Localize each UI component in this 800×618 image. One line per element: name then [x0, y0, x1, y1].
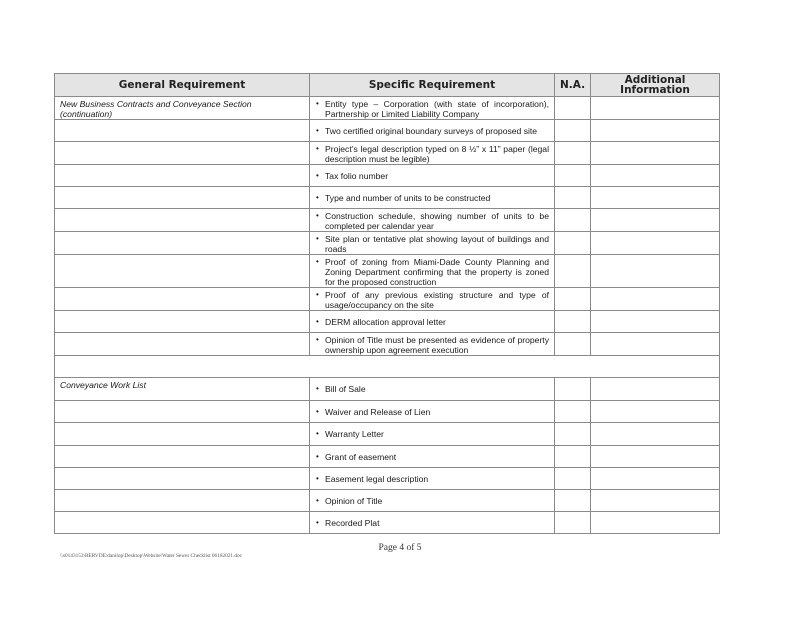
specific-requirement-text: Bill of Sale [325, 384, 366, 394]
table-body [55, 97, 720, 534]
table-row [55, 446, 720, 468]
na-cell[interactable] [555, 446, 591, 468]
specific-requirement-text: DERM allocation approval letter [325, 317, 446, 327]
bullet-item [316, 126, 549, 136]
additional-information-cell[interactable] [591, 446, 720, 468]
general-requirement-cell [55, 120, 310, 142]
general-requirement-cell [55, 512, 310, 534]
header-general-requirement: General Requirement [55, 74, 310, 97]
specific-requirement-text: Waiver and Release of Lien [325, 407, 431, 417]
specific-requirement-cell [310, 120, 555, 142]
specific-requirement-text: Grant of easement [325, 452, 397, 462]
general-requirement-cell [55, 187, 310, 209]
specific-requirement-cell [310, 288, 555, 311]
additional-information-cell[interactable] [591, 232, 720, 255]
bullet-icon: • [316, 290, 319, 299]
table-row [55, 401, 720, 423]
bullet-icon: • [316, 335, 319, 344]
table-row [55, 423, 720, 446]
additional-information-cell[interactable] [591, 401, 720, 423]
bullet-icon: • [316, 171, 319, 180]
na-cell[interactable] [555, 423, 591, 446]
additional-information-cell[interactable] [591, 378, 720, 401]
na-cell[interactable] [555, 232, 591, 255]
bullet-icon: • [316, 496, 319, 505]
specific-requirement-text: Proof of any previous existing structure and type of usage/occupancy on the site [325, 290, 549, 310]
bullet-icon: • [316, 407, 319, 416]
specific-requirement-cell [310, 232, 555, 255]
additional-information-cell[interactable] [591, 333, 720, 356]
specific-requirement-cell [310, 97, 555, 120]
table-row [55, 209, 720, 232]
specific-requirement-cell [310, 209, 555, 232]
specific-requirement-cell [310, 423, 555, 446]
bullet-item [316, 474, 549, 484]
bullet-icon: • [316, 257, 319, 266]
na-cell[interactable] [555, 142, 591, 165]
na-cell[interactable] [555, 401, 591, 423]
specific-requirement-text: Recorded Plat [325, 518, 380, 528]
bullet-item [316, 335, 549, 355]
na-cell[interactable] [555, 468, 591, 490]
header-na: N.A. [555, 74, 591, 97]
additional-information-cell[interactable] [591, 165, 720, 187]
specific-requirement-text: Opinion of Title [325, 496, 383, 506]
general-requirement-cell [55, 333, 310, 356]
bullet-icon: • [316, 126, 319, 135]
na-cell[interactable] [555, 120, 591, 142]
specific-requirement-text: Entity type – Corporation (with state of incorporation), Partnership or Limited Liability Company [325, 99, 549, 119]
table-row [55, 288, 720, 311]
specific-requirement-text: Two certified original boundary surveys of proposed site [325, 126, 538, 136]
specific-requirement-cell [310, 378, 555, 401]
bullet-icon: • [316, 429, 319, 438]
bullet-item [316, 257, 549, 287]
additional-information-cell[interactable] [591, 255, 720, 288]
specific-requirement-text: Easement legal description [325, 474, 429, 484]
general-requirement-cell [55, 165, 310, 187]
table-row [55, 120, 720, 142]
table-row [55, 378, 720, 401]
na-cell[interactable] [555, 165, 591, 187]
table-row [55, 490, 720, 512]
specific-requirement-cell [310, 446, 555, 468]
na-cell[interactable] [555, 512, 591, 534]
table-row [55, 187, 720, 209]
bullet-icon: • [316, 193, 319, 202]
requirements-checklist-table [54, 73, 720, 534]
bullet-icon: • [316, 384, 319, 393]
bullet-item [316, 171, 549, 181]
na-cell[interactable] [555, 255, 591, 288]
additional-information-cell[interactable] [591, 468, 720, 490]
na-cell[interactable] [555, 187, 591, 209]
specific-requirement-cell [310, 255, 555, 288]
bullet-item [316, 144, 549, 164]
page-number: Page 4 of 5 [378, 543, 422, 553]
spacer-row [55, 356, 720, 378]
file-path: \\s0143153\RERVDE\danilop\Desktop\Website\Water Sewer Checklist 06182021.doc [60, 553, 243, 559]
bullet-icon: • [316, 474, 319, 483]
general-requirement-cell [55, 401, 310, 423]
bullet-item [316, 211, 549, 231]
specific-requirement-text: Site plan or tentative plat showing layout of buildings and roads [325, 234, 549, 254]
additional-information-cell[interactable] [591, 288, 720, 311]
specific-requirement-text: Warranty Letter [325, 429, 384, 439]
header-additional-information: Additional Information [591, 74, 720, 97]
general-requirement-cell [55, 209, 310, 232]
bullet-item [316, 193, 549, 203]
general-requirement-cell: Conveyance Work List [55, 378, 310, 401]
na-cell[interactable] [555, 209, 591, 232]
bullet-item [316, 496, 549, 506]
na-cell[interactable] [555, 288, 591, 311]
bullet-icon: • [316, 317, 319, 326]
spacer-cell [55, 356, 720, 378]
specific-requirement-text: Opinion of Title must be presented as evidence of property ownership upon agreement execution [325, 335, 549, 355]
table-row [55, 165, 720, 187]
bullet-item [316, 234, 549, 254]
specific-requirement-cell [310, 187, 555, 209]
table-header-row [55, 74, 720, 97]
additional-information-cell[interactable] [591, 512, 720, 534]
additional-information-cell[interactable] [591, 209, 720, 232]
bullet-icon: • [316, 99, 319, 108]
general-requirement-cell: New Business Contracts and Conveyance Section (continuation) [55, 97, 310, 120]
bullet-item [316, 290, 549, 310]
specific-requirement-text: Tax folio number [325, 171, 389, 181]
bullet-icon: • [316, 144, 319, 153]
bullet-item [316, 518, 549, 528]
table-row [55, 142, 720, 165]
specific-requirement-cell [310, 333, 555, 356]
general-requirement-cell [55, 232, 310, 255]
general-requirement-cell [55, 468, 310, 490]
additional-information-cell[interactable] [591, 490, 720, 512]
bullet-item [316, 452, 549, 462]
specific-requirement-cell [310, 401, 555, 423]
bullet-item [316, 407, 549, 417]
table-row [55, 232, 720, 255]
additional-information-cell[interactable] [591, 120, 720, 142]
specific-requirement-text: Proof of zoning from Miami-Dade County Planning and Zoning Department confirming that the property is zoned for the proposed construction [325, 257, 549, 287]
general-requirement-cell [55, 288, 310, 311]
general-requirement-cell [55, 311, 310, 333]
general-requirement-cell [55, 446, 310, 468]
specific-requirement-cell [310, 142, 555, 165]
bullet-icon: • [316, 518, 319, 527]
additional-information-cell[interactable] [591, 423, 720, 446]
specific-requirement-cell [310, 468, 555, 490]
bullet-icon: • [316, 234, 319, 243]
additional-information-cell[interactable] [591, 97, 720, 120]
table-row [55, 311, 720, 333]
bullet-item [316, 384, 549, 394]
specific-requirement-cell [310, 165, 555, 187]
specific-requirement-cell [310, 311, 555, 333]
additional-information-cell[interactable] [591, 187, 720, 209]
na-cell[interactable] [555, 311, 591, 333]
general-requirement-cell [55, 490, 310, 512]
na-cell[interactable] [555, 490, 591, 512]
table-row [55, 512, 720, 534]
bullet-icon: • [316, 211, 319, 220]
na-cell[interactable] [555, 378, 591, 401]
table-row [55, 333, 720, 356]
specific-requirement-cell [310, 490, 555, 512]
additional-information-cell[interactable] [591, 311, 720, 333]
table-row [55, 255, 720, 288]
na-cell[interactable] [555, 333, 591, 356]
general-requirement-cell [55, 255, 310, 288]
na-cell[interactable] [555, 97, 591, 120]
bullet-item [316, 99, 549, 119]
header-specific-requirement: Specific Requirement [310, 74, 555, 97]
specific-requirement-text: Type and number of units to be constructed [325, 193, 491, 203]
specific-requirement-text: Construction schedule, showing number of units to be completed per calendar year [325, 211, 549, 231]
table-row [55, 468, 720, 490]
bullet-item [316, 429, 549, 439]
bullet-icon: • [316, 452, 319, 461]
general-requirement-cell [55, 423, 310, 446]
specific-requirement-text: Project’s legal description typed on 8 ½” x 11” paper (legal description must be legible) [325, 144, 549, 164]
specific-requirement-cell [310, 512, 555, 534]
bullet-item [316, 317, 549, 327]
table-row [55, 97, 720, 120]
general-requirement-cell [55, 142, 310, 165]
additional-information-cell[interactable] [591, 142, 720, 165]
